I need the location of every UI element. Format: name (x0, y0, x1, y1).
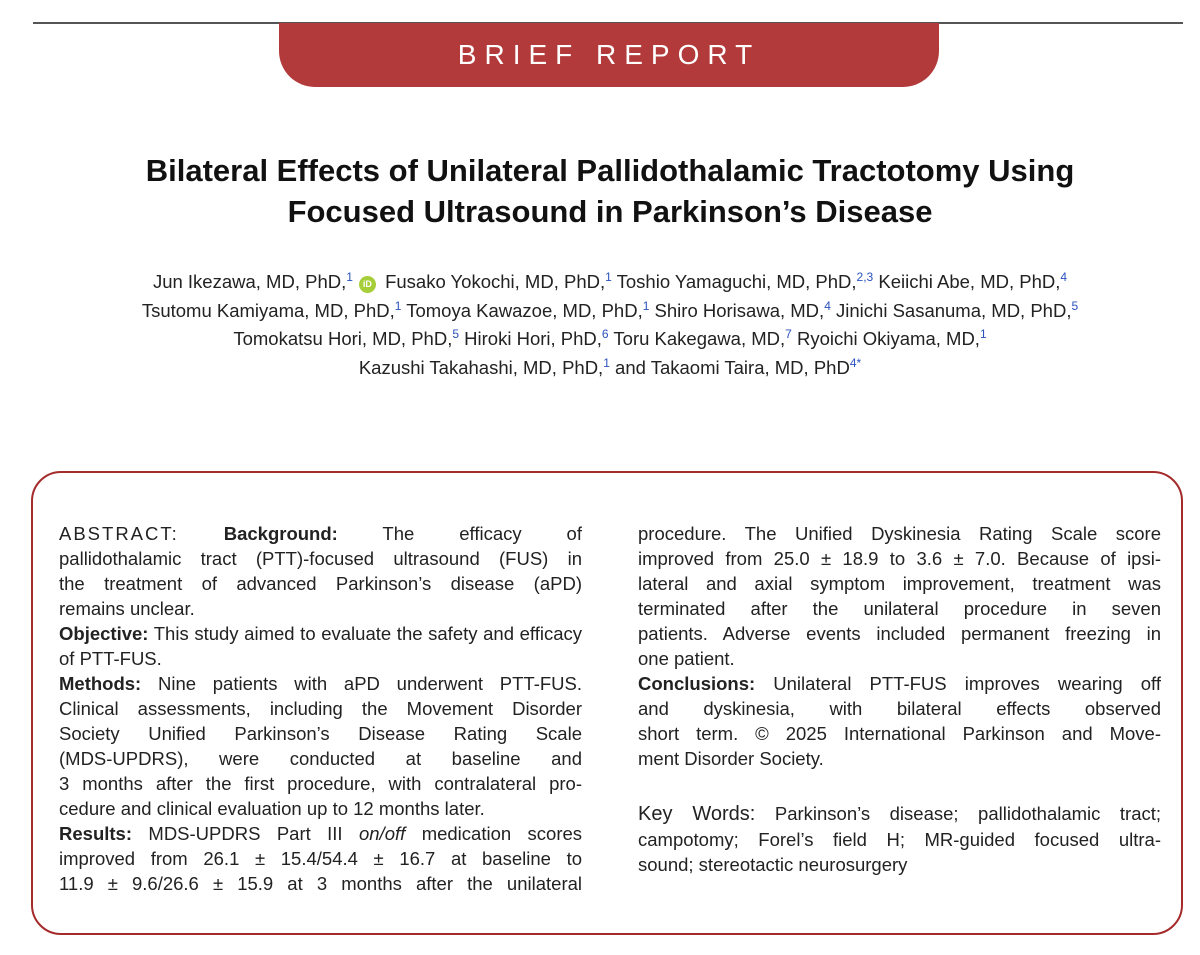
abstract-results-continued (638, 521, 1161, 671)
section-label-methods: Methods: (59, 673, 142, 694)
section-label-results: Results: (59, 823, 132, 844)
text-run: Nine patients with aPD underwent PTT-FUS. (157, 673, 583, 694)
abstract-left-column (59, 521, 582, 896)
text-line: improved from 26.1 ± 15.4/54.4 ± 16.7 at baseline to (59, 848, 582, 869)
author-name[interactable]: Tomoya Kawazoe, MD, PhD, (406, 299, 643, 321)
text-line: one patient. (638, 648, 735, 669)
author-name[interactable]: Jinichi Sasanuma, MD, PhD, (836, 299, 1072, 321)
author-list (40, 268, 1180, 382)
text-line: sound; stereotactic neurosurgery (638, 854, 908, 875)
affiliation-ref[interactable]: 4 (1060, 270, 1068, 284)
text-line: lateral and axial symptom improvement, treatment was (638, 573, 1161, 594)
abstract-results (59, 821, 582, 896)
author-name[interactable]: and Takaomi Taira, MD, PhD (615, 356, 850, 378)
section-label-objective: Objective: (59, 623, 149, 644)
author-name[interactable]: Toru Kakegawa, MD, (613, 328, 786, 349)
text-line (59, 821, 582, 846)
text-line: (MDS-UPDRS), were conducted at baseline and (59, 748, 582, 769)
text-line: Clinical assessments, including the Movement Disorder (59, 698, 582, 719)
affiliation-ref[interactable]: 5 (1071, 298, 1079, 313)
text-line (59, 521, 582, 546)
text-line (59, 671, 582, 696)
author-name[interactable]: Kazushi Takahashi, MD, PhD, (358, 356, 604, 378)
title-line-1: Bilateral Effects of Unilateral Pallidothalamic Tractotomy Using (145, 153, 1075, 188)
author-name[interactable]: Fusako Yokochi, MD, PhD, (385, 271, 606, 292)
text-line: terminated after the unilateral procedure in seven (638, 598, 1161, 619)
text-run-italic: on/off (358, 823, 406, 844)
author-name[interactable]: Tomokatsu Hori, MD, PhD, (233, 328, 453, 349)
affiliation-ref[interactable]: 1 (979, 327, 987, 341)
abstract-right-column (638, 521, 1161, 877)
keywords-label: Key Words: (638, 803, 756, 825)
text-line: and dyskinesia, with bilateral effects observed (638, 698, 1161, 719)
abstract-methods (59, 671, 582, 821)
abstract-conclusions (638, 671, 1161, 771)
text-line: improved from 25.0 ± 18.9 to 3.6 ± 7.0. Because of ipsi- (638, 548, 1161, 569)
author-name[interactable]: Keiichi Abe, MD, PhD, (878, 271, 1061, 292)
article-type-label: BRIEF REPORT (457, 39, 761, 70)
author-name[interactable]: Hiroki Hori, PhD, (464, 328, 602, 349)
text-run: Parkinson’s disease; pallidothalamic tract; (774, 803, 1162, 824)
text-line (638, 671, 1161, 696)
text-run: medication scores (421, 823, 583, 844)
author-line-2 (40, 297, 1180, 326)
affiliation-ref[interactable]: 1 (603, 355, 610, 370)
text-line: remains unclear. (59, 598, 195, 619)
text-line: Society Unified Parkinson’s Disease Rating Scale (59, 723, 582, 744)
text-line (638, 801, 1161, 827)
abstract-background (59, 521, 582, 621)
text-line: 3 months after the first procedure, with contralateral pro- (59, 773, 582, 794)
abstract-keywords (638, 801, 1161, 877)
author-line-4 (40, 354, 1180, 383)
abstract-objective (59, 621, 582, 671)
author-line-1 (40, 268, 1180, 297)
title-line-2: Focused Ultrasound in Parkinson’s Disease (287, 194, 933, 229)
affiliation-ref[interactable]: 1 (394, 298, 402, 313)
section-label-conclusions: Conclusions: (638, 673, 756, 694)
text-run: MDS-UPDRS Part III (148, 823, 343, 844)
orcid-icon[interactable]: iD (359, 276, 376, 293)
affiliation-ref[interactable]: 7 (785, 327, 792, 341)
affiliation-ref[interactable]: 4 (824, 298, 831, 313)
author-name[interactable]: Toshio Yamaguchi, MD, PhD, (616, 271, 857, 292)
text-line: procedure. The Unified Dyskinesia Rating Scale score (638, 523, 1161, 544)
article-title (60, 150, 1160, 232)
text-line: campotomy; Forel’s field H; MR-guided focused ultra- (638, 829, 1161, 850)
article-type-banner (279, 23, 939, 87)
affiliation-ref[interactable]: 5 (452, 327, 460, 341)
text-line: 11.9 ± 9.6/26.6 ± 15.9 at 3 months after the unilateral (59, 873, 582, 894)
text-run: The efficacy of (382, 523, 582, 544)
author-name[interactable]: Jun Ikezawa, MD, PhD, (152, 271, 347, 292)
text-run: Unilateral PTT-FUS improves wearing off (773, 673, 1161, 694)
affiliation-ref[interactable]: 2,3 (856, 270, 874, 284)
text-line: cedure and clinical evaluation up to 12 months later. (59, 798, 485, 819)
text-line: the treatment of advanced Parkinson’s disease (aPD) (59, 573, 582, 594)
text-line: ment Disorder Society. (638, 748, 824, 769)
affiliation-ref[interactable]: 1 (346, 270, 353, 284)
affiliation-ref[interactable]: 6 (601, 327, 609, 341)
text-line: patients. Adverse events included permanent freezing in (638, 623, 1161, 644)
objective-text: This study aimed to evaluate the safety and efficacy of PTT-FUS. (59, 623, 582, 669)
affiliation-ref[interactable]: 1 (642, 298, 650, 313)
text-line: pallidothalamic tract (PTT)-focused ultrasound (FUS) in (59, 548, 582, 569)
author-name[interactable]: Shiro Horisawa, MD, (654, 299, 825, 321)
affiliation-ref[interactable]: 4* (849, 355, 862, 370)
text-line: short term. © 2025 International Parkinson and Move- (638, 723, 1161, 744)
author-name[interactable]: Ryoichi Okiyama, MD, (796, 328, 980, 349)
affiliation-ref[interactable]: 1 (605, 270, 612, 284)
section-label-background: Background: (223, 523, 338, 544)
author-line-3 (40, 325, 1180, 354)
author-name[interactable]: Tsutomu Kamiyama, MD, PhD, (141, 299, 395, 321)
abstract-heading: ABSTRACT: (59, 523, 179, 544)
